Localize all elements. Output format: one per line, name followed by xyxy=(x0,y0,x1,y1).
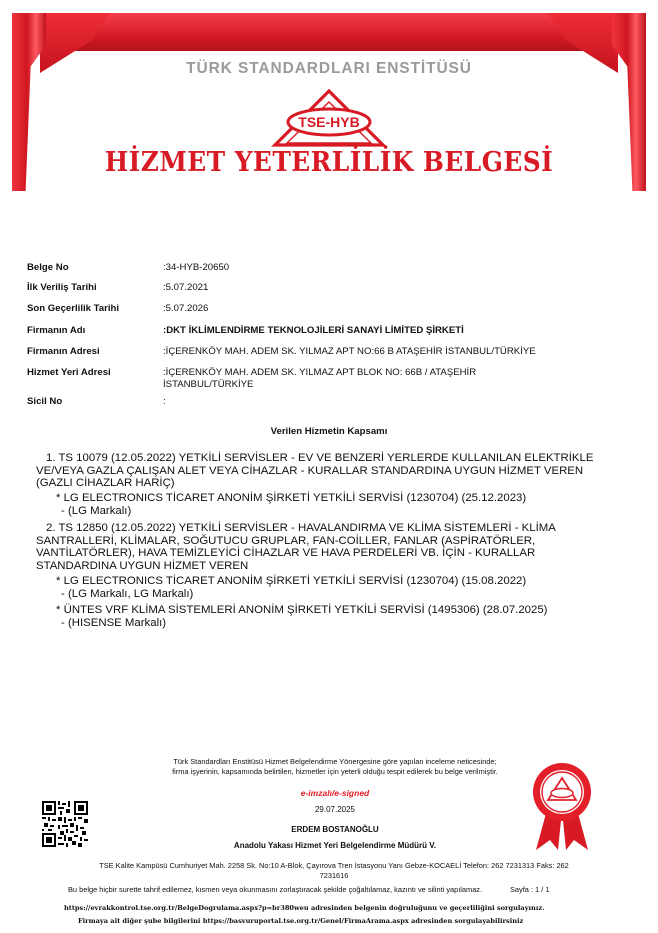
scope-item-2-sub1-brand: - (LG Markalı, LG Markalı) xyxy=(61,588,194,600)
field-value: :İÇERENKÖY MAH. ADEM SK. YILMAZ APT NO:66 B ATAŞEHİR İSTANBUL/TÜRKİYE xyxy=(163,346,536,357)
scope-item-2-line3: VANTİLATÖRLER), HAVA TEMİZLEYİCİ CİHAZLAR VE HAVA PERDELERİ VB. İÇİN - KURALLAR xyxy=(36,547,536,559)
signer-title: Anadolu Yakası Hizmet Yeri Belgelendirme Müdürü V. xyxy=(233,841,437,850)
logo-text: TSE-HYB xyxy=(298,114,360,130)
field-value-line2: İSTANBUL/TÜRKİYE xyxy=(163,379,254,390)
scope-title: Verilen Hizmetin Kapsamı xyxy=(270,426,388,437)
field-value: :5.07.2026 xyxy=(163,303,209,314)
scope-item-1-sub1-brand: - (LG Markalı) xyxy=(61,505,132,517)
disclaimer: Bu belge hiçbir surette tahrif edilemez, kısmen veya okunmasını zorlaştıracak şekilde çoğaltılamaz, kazıntı ve silinti yapılamaz. xyxy=(68,885,483,894)
scope-item-2-line1: 2. TS 12850 (12.05.2022) YETKİLİ SERVİSLER - HAVALANDIRMA VE KLİMA SİSTEMLERİ - KLİMA xyxy=(46,522,556,534)
scope-item-2-line2: SANTRALLERİ, KLİMALAR, SOĞUTUCU GRUPLAR, FAN-COİLLER, FANLAR (ASPİRATÖRLER, xyxy=(36,535,536,547)
curtain-valance xyxy=(12,13,646,51)
field-value: :34-HYB-20650 xyxy=(163,262,230,273)
statement-line1: Türk Standardları Enstitüsü Hizmet Belgelendirme Yönergesine göre yapılan inceleme neticesinde; xyxy=(173,757,497,766)
scope-item-1-line3: (GAZLI CİHAZLAR HARİÇ) xyxy=(36,477,175,489)
scope-item-1-line1: 1. TS 10079 (12.05.2022) YETKİLİ SERVİSLER - EV VE BENZERİ YERLERDE KULLANILAN ELEKTRİKLE xyxy=(46,452,594,464)
field-label: Belge No xyxy=(27,262,69,273)
scope-item-1-line2: VE/VEYA GAZLA ÇALIŞAN ALET VEYA CİHAZLAR - KURALLAR STANDARDINA UYGUN HİZMET VEREN xyxy=(36,465,584,477)
qr-code xyxy=(42,801,88,847)
statement-line2: firma işyerinin, kapsamında belirtilen, hizmetler için yeterli olduğu tespit edilerek bu belge verilmiştir. xyxy=(172,767,498,776)
certificate-title: HİZMET YETERLİLİK BELGESİ xyxy=(104,147,554,178)
scope-item-2-sub1: * LG ELECTRONICS TİCARET ANONİM ŞİRKETİ YETKİLİ SERVİSİ (1230704) (15.08.2022) xyxy=(56,575,527,587)
scope-item-2-line4: STANDARDINA UYGUN HİZMET VEREN xyxy=(36,560,249,572)
field-value: :5.07.2021 xyxy=(163,282,209,293)
field-label: İlk Veriliş Tarihi xyxy=(27,282,97,293)
branch-link[interactable]: Firmaya ait diğer şube bilgilerini https://basvuruportal.tse.org.tr/Genel/FirmaArama.aspx adresinden sorgulayabilirsiniz xyxy=(78,917,524,925)
verify-link[interactable]: https://evrakkontrol.tse.org.tr/BelgeDogrulama.aspx?p=br380weu adresinden belgenin doğruluğunu ve geçerliliğini sorgulayınız. xyxy=(64,904,545,912)
tse-seal xyxy=(526,760,598,852)
scope-item-1-sub1: * LG ELECTRONICS TİCARET ANONİM ŞİRKETİ YETKİLİ SERVİSİ (1230704) (25.12.2023) xyxy=(56,492,527,504)
field-label: Firmanın Adresi xyxy=(27,346,100,357)
field-label: Son Geçerlilik Tarihi xyxy=(27,303,120,314)
field-value-line1: :İÇERENKÖY MAH. ADEM SK. YILMAZ APT BLOK NO: 66B / ATAŞEHİR xyxy=(163,367,477,378)
field-value: :DKT İKLİMLENDİRME TEKNOLOJİLERİ SANAYİ LİMİTED ŞİRKETİ xyxy=(163,325,464,336)
address-line2: 7231616 xyxy=(319,871,349,880)
institute-name: TÜRK STANDARDLARI ENSTİTÜSÜ xyxy=(186,60,472,77)
field-label: Firmanın Adı xyxy=(27,325,86,336)
address-line1: TSE Kalite Kampüsü Cumhuriyet Mah. 2258 Sk. No:10 A-Blok, Çayırova Tren İstasyonu Yanı Gebze-KOCAELİ Telefon: 262 7231313 Faks: 262 xyxy=(99,861,569,870)
sign-date: 29.07.2025 xyxy=(314,805,356,814)
page-number: Sayfa : 1 / 1 xyxy=(510,885,550,894)
scope-item-2-sub2-brand: - (HISENSE Markalı) xyxy=(61,617,167,629)
field-label: Hizmet Yeri Adresi xyxy=(27,367,111,378)
tse-hyb-logo xyxy=(271,88,387,148)
field-label: Sicil No xyxy=(27,396,63,407)
scope-item-2-sub2: * ÜNTES VRF KLİMA SİSTEMLERİ ANONİM ŞİRKETİ YETKİLİ SERVİSİ (1495306) (28.07.2025) xyxy=(56,604,548,616)
field-value: : xyxy=(163,396,166,407)
e-signed-label: e-imzalı/e-signed xyxy=(300,788,370,798)
signer-name: ERDEM BOSTANOĞLU xyxy=(291,825,379,834)
